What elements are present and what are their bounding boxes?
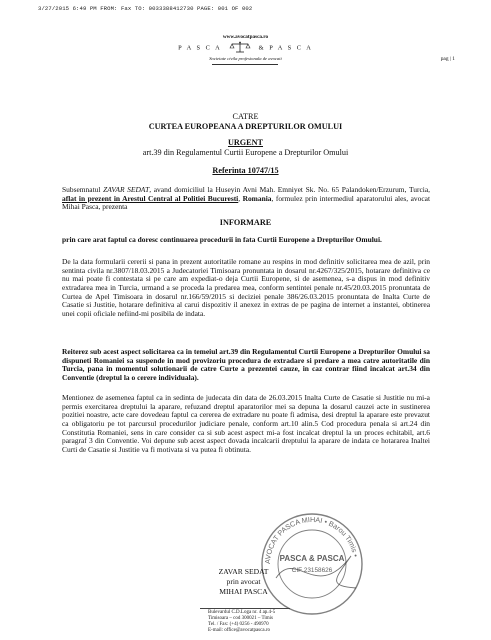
footer-phone: Tel. / Fax: (+4) 0256 - 490970 <box>208 622 269 628</box>
recipient-line-1: CATRE <box>232 112 259 121</box>
request-paragraph <box>62 348 430 383</box>
intro-separator: , <box>238 193 243 203</box>
firm-tagline: Societate civila profesionala de avocati <box>209 56 282 61</box>
signature-name: ZAVAR SEDAT <box>218 567 269 576</box>
closing-text: Mentionez de asemenea faptul ca in sedinta de judecata din data de 26.03.2015 Inalta Curte de Casatie si Justitie nu mi-a permis exercitarea dreptului la aparare, refuzand dreptul aparatorilor mei sa depuna la dosarul cauzei acte in sustinerea pozitiei noastre, acte care dovedeau faptul ca cererea de extradare nu poate fi admisa, desi dreptul la aparare este prevazut ca obligatoriu pe tot parcursul procedurilor judiciare penale, conform art.10 alin.5 Cod procedura penala si art.24 din Constitutia Romaniei, sens in care consider ca si sub acest aspect mi-a fost incalcat dreptul la un proces echitabil, art.6 paragraf 3 din Conventie. Voi depune sub acest aspect dovada incalcarii dreptului la aparare de indata ce hotararea Inaltei Curti de Casatie si Justitie va fi motivata si va putea fi obtinuta. <box>62 393 430 454</box>
detention-location: aflat in prezent in Arestul Central al Politiei Bucuresti <box>62 193 239 203</box>
petitioner-name: ZAVAR SEDAT <box>103 185 150 194</box>
urgent-label: URGENT <box>227 138 264 147</box>
footer-contact <box>208 610 275 634</box>
purpose-statement <box>62 236 430 245</box>
intro-closing: , formulez prin intermediul aparatorului ales, avocat Mihai Pasca, prezenta <box>62 193 431 212</box>
country-name: Romania <box>242 193 272 203</box>
signature-lawyer: MIHAI PASCA <box>219 587 268 596</box>
website-link[interactable]: www.avocatpasca.ro <box>222 34 269 40</box>
closing-paragraph <box>62 394 430 455</box>
firm-name-amp: & <box>258 44 266 52</box>
page-number: pag | 1 <box>440 56 455 62</box>
intro-text: Subsemnatul <box>62 185 104 194</box>
reference-number: Referinta 10747/15 <box>212 166 279 175</box>
footer-address: Bulevardul C.D.Loga nr. 4 ap.4-5 <box>208 610 276 615</box>
facts-text: De la data formularii cererii si pana in prezent autoritatile romane au respins in mod definitiv solicitarea mea de azil, prin sentinta civila nr.3807/18.03.2015 a Judecatoriei Timisoara pronuntata in dosarul nr.4267/325/2015, hotarare definitiva ce nu mai poate fi contestata si pe care am expediat-o deja Curtii Europene, si de asemenea, s-a dispus in mod definitiv extradarea mea in Turcia, urmand a se proceda la predarea mea, conform sentintei penale nr.45/20.03.2015 pronuntata de Curtea de Apel Timisoara in dosarul nr.166/59/2015 si deciziei penale 386/26.03.2015 pronuntata de Inalta Curte de Casatie si Justitie, hotarare definitiva al carui dispozitiv il anexez in extras de pe pagina de internet a instantei, obtinerea unei copii oficiale nefiind-mi posibila de indata. <box>62 257 430 318</box>
firm-name-right: P A S C A <box>269 44 313 52</box>
legal-basis: art.39 din Regulamentul Curtii Europene a Drepturilor Omului <box>142 148 349 157</box>
request-text: Reiterez sub acest aspect solicitarea ca in temeiul art.39 din Regulamentul Curtii Europene a Drepturilor Omului sa dispuneti Romaniei sa suspende in mod provizoriu procedura de extradare si predare a mea catre autoritatile din Turcia, pana in momentul solutionarii de catre Curte a prezentei cauze, in caz contrar fiind incalcat art.34 din Conventie (dreptul la o cerere individuala). <box>62 347 430 382</box>
facts-paragraph <box>62 258 430 319</box>
stamp-cif: CIF 23158626 <box>291 567 333 574</box>
document-heading: INFORMARE <box>219 218 272 227</box>
stamp-ring-text: AVOCAT PASCA MIHAI • Barou Timis • <box>262 514 361 565</box>
letterhead-divider <box>212 64 278 65</box>
recipient-line-2: CURTEA EUROPEANA A DREPTURILOR OMULUI <box>148 122 343 131</box>
fax-header: 3/27/2015 6:49 PM FROM: Fax TO: 0033388412730 PAGE: 001 OF 002 <box>38 5 253 12</box>
signature-via: prin avocat <box>226 577 261 586</box>
purpose-text: prin care arat faptul ca doresc continuarea procedurii in fata Curtii Europene a Drepturilor Omului. <box>62 235 382 244</box>
firm-name <box>0 41 491 55</box>
footer-email[interactable]: E-mail: office@avocatpasca.ro <box>208 628 270 634</box>
letterhead <box>0 34 491 61</box>
firm-name-left: P A S C A <box>178 44 222 52</box>
stamp-firm: PASCA & PASCA <box>279 554 345 563</box>
footer-city: Timisoara – cod 300021 – Timis <box>208 616 273 622</box>
intro-paragraph <box>62 186 430 212</box>
scales-of-justice-icon <box>229 41 251 55</box>
lawyer-stamp <box>256 508 368 620</box>
footer-divider <box>200 608 290 609</box>
intro-address: , avand domiciliul la Huseyin Avni Mah. Emniyet Sk. No. 65 Palandoken/Erzurum, Turcia, <box>149 185 430 194</box>
